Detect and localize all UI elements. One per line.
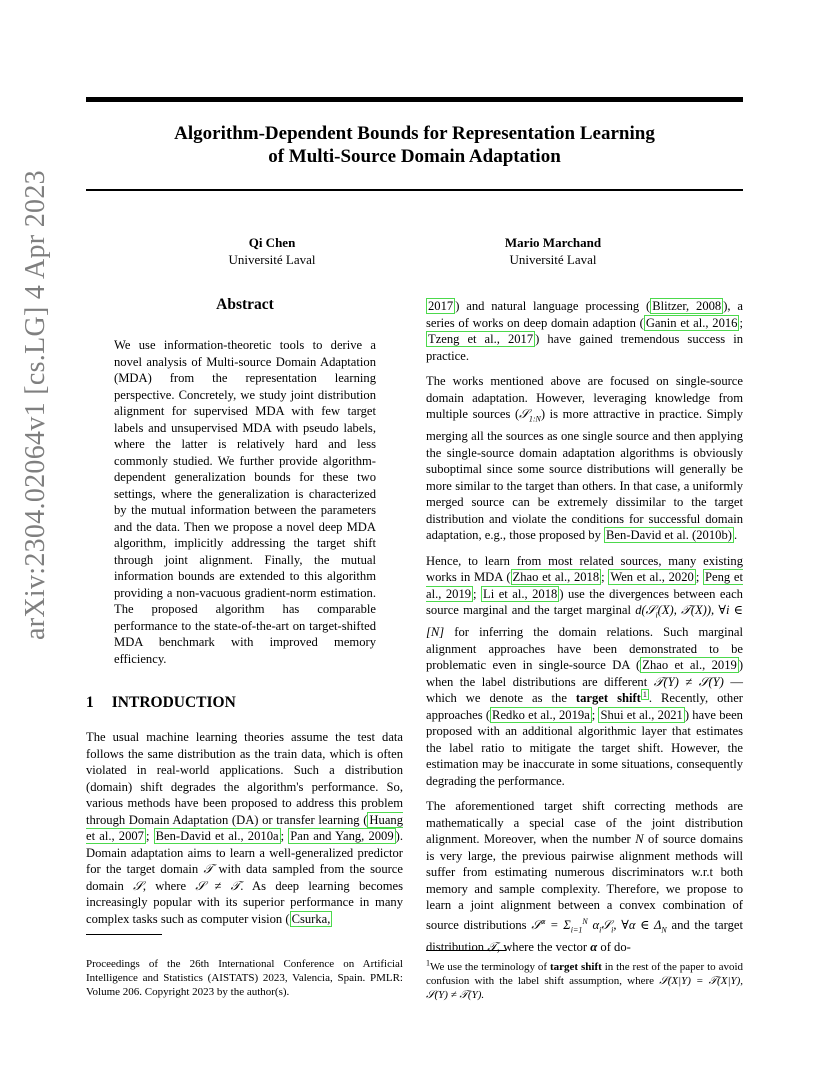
para-text: — which we denote as the [426,674,744,706]
title-bottom-rule [86,189,743,191]
abstract-body: We use information-theoretic tools to derive a novel analysis of Multi-source Domain Adaptation (MDA) from the representation learning perspective. Concretely, we study joint distribution alignment for supervised MDA with few target labels and unsupervised MDA with pseudo labels, where the latter is relatively hard and less commonly studied. We further provide algorithm-dependent generalization bounds for these two settings, where the generalization is characterized by the mutual information between the parameters and the data. Then we propose a novel deep MDA algorithm, implicitly addressing the target shift through joint alignment. Finally, the mutual information bounds are extended to this algorithm providing a non-vacuous gradient-norm estimation. The proposed algorithm has comparable performance to the state-of-the-art on target-shifted MDA benchmark with improved memory efficiency. [114,338,376,666]
paragraph: Hence, to learn from most related sources, many existing works in MDA ( Zhao et al., 2018 ; Wen et al., 2020 ; Peng et al., 2019 ; Li et al., 2018 ) use the divergences between each source marginal and the target marginal d(𝒮$_i$(X), 𝒯(X)), ∀i ∈ [N] for inferring the domain relations. Such marginal alignment approaches have been demonstrated to be problematic even in single-source DA ( Zhao et al., 2019 ) when the label distributions are different 𝒯(Y) ≠ 𝒮(Y) — which we denote as the target shift $^1$ . Recently, other approaches ( Redko et al., 2019a ; Shui et al., 2021 ) have been proposed with an additional algorithmic layer that estimates the label ratio to mitigate the target shift. However, the estimation may be inaccurate in some situations, consequently degrading the performance. [426,553,744,788]
para-text: ), a series of works on deep domain adaption ( [426,299,743,330]
citation-link[interactable]: Ben-David et al. (2010b) [606,528,732,543]
section-number: 1 [86,694,94,711]
intro-left-column: The usual machine learning theories assume the test data follows the same distribution as the train data, which is often violated in real-world applications. Such a distribution (domain) shift degrades the algorithm's performance. So, various methods have been proposed to address this problem through Domain Adaptation (DA) or transfer learning ( Huang et al., 2007 ; Ben-David et al., 2010a ; Pan and Yang, 2009 ). Domain adaptation aims to learn a well-generalized predictor for the target domain 𝒯 with data sampled from the source domain 𝒮, where 𝒮 ≠ 𝒯. As deep learning becomes increasingly popular with its superior performance in many complex tasks such as computer vision ( Csurka, [86,730,404,926]
footnote-rule-right [426,950,506,951]
author-1 [172,234,372,268]
para-text: of source domains is very large, the previous pairwise alignment methods will suffer from estimating numerous discriminators w.r.t both memory and sample complexity. Therefore, we propose to learn a joint alignment between a convex combination of source distributions [426,832,743,932]
math-label-shift: 𝒯(Y) ≠ 𝒮(Y) [653,674,724,689]
author-affiliation: Université Laval [509,252,597,267]
para-text: ) use the divergences between each source marginal and the target marginal [426,586,743,618]
citation-link[interactable]: Tzeng et al., 2017 [428,332,534,346]
citation-link[interactable]: Shui et al., 2021 [600,707,683,722]
citation-link[interactable]: Csurka, [291,911,331,926]
para-text: ) when the label distributions are different [426,658,744,689]
author-affiliation: Université Laval [228,252,316,267]
math-divergence: d(𝒮$_i$(X), 𝒯(X)), ∀i ∈ [N] [426,603,744,640]
citation-link[interactable]: Zhao et al., 2018 [512,570,600,585]
para-text: and the target distribution [426,917,743,954]
math-target-domain: 𝒯 [203,862,214,876]
math-inequality: 𝒮 ≠ 𝒯 [195,878,241,893]
paragraph: The works mentioned above are focused on single-source domain adaptation. However, leveraging knowledge from multiple sources (𝒮$_{1:N}$) is more attractive in practice. Simply merging all the sources as one single source and then applying the single-source domain adaptation algorithms is obviously suboptimal since some source distributions will generally be more similar to the target than others. In that case, a uniformly merged source can be extremely dissimilar to the target distribution and violate the conditions for successful domain adaptation, e.g., those proposed by Ben-David et al. (2010b) . [426,374,743,543]
citation-link[interactable]: Li et al., 2018 [483,586,558,601]
citation-link[interactable]: Ben-David et al., 2010a [155,829,279,843]
para-text: , where the vector [496,939,588,954]
citation-link[interactable]: Zhao et al., 2019 [642,658,737,673]
title-line-1: Algorithm-Dependent Bounds for Representation Learning [174,123,655,144]
bold-term: target shift [550,961,602,973]
intro-text: with data sampled from the source domain [86,862,403,893]
citation-link[interactable]: Redko et al., 2019a [492,707,590,722]
title-line-2: of Multi-Source Domain Adaptation [268,146,561,167]
citation-link[interactable]: 2017 [428,299,454,313]
intro-text: . As deep learning becomes increasingly popular with its superior performance in many complex tasks such as computer vision ( [86,878,404,926]
arxiv-stamp: arXiv:2304.02064v1 [cs.LG] 4 Apr 2023 [20,170,51,640]
para-text: The works mentioned above are focused on single-source domain adaptation. However, leveraging knowledge from multiple sources ( [426,374,743,421]
citation-link[interactable]: Blitzer, 2008 [652,299,722,313]
footnote-1 [426,960,743,1002]
author-name: Qi Chen [248,235,296,250]
intro-text: ). Domain adaptation aims to learn a well-generalized predictor for the target domain [86,829,403,876]
top-rule [86,97,743,102]
author-2 [453,234,653,268]
citation-link[interactable]: Wen et al., 2020 [610,570,694,585]
para-text: . Recently, other approaches ( [426,691,743,722]
math-convex-combination: 𝒮$^\alpha$ = $\Sigma_{i=1}^N$ $\alpha_i𝒮_i$, ∀α ∈ $\Delta_N$ [531,916,667,935]
citation-link[interactable]: Ganin et al., 2016 [645,315,738,330]
para-text: The aforementioned target shift correcting methods are mathematically a special case of the joint distribution alignment. Moreover, when the number [426,799,743,847]
citation-link[interactable]: Huang et al., 2007 [86,812,403,843]
citation-link[interactable]: Peng et al., 2019 [426,570,743,601]
footnote-rule-left [86,934,162,935]
math-source-domain: 𝒮 [133,878,143,893]
math-alpha: α [590,939,598,954]
abstract-heading: Abstract [216,296,274,313]
math-target-dist: 𝒯 [487,939,497,954]
para-text: ) and natural language processing ( [455,299,651,313]
para-text: of do- [600,939,631,954]
section-heading [86,694,236,712]
author-name: Mario Marchand [504,235,602,250]
footnote-text: in the rest of the paper to avoid confusion with the label shift assumption, where [426,961,744,987]
para-text: ) have been proposed with an additional algorithmic layer that estimates the label ratio to mitigate the target shift. However, the estimation may be inaccurate in some situations, consequently degrading the performance. [426,707,743,788]
para-text: ) have gained tremendous success in practice. [426,332,743,363]
math-sources: 𝒮$_{1:N}$ [519,407,541,424]
math-footnote: 𝒮(X|Y) = 𝒯(X|Y), 𝒮(Y) ≠ 𝒯(Y). [426,975,743,1001]
footnote-number: 1 [426,958,430,968]
para-text: Hence, to learn from most related sources, many existing works in MDA ( [426,553,743,585]
section-title: INTRODUCTION [111,694,236,711]
paragraph [426,798,743,955]
para-text: ) is more attractive in practice. Simply merging all the sources as one single source and then applying the single-source domain adaptation algorithms is obviously suboptimal since some source distributions will generally be more similar to the target than others. In that case, a uniformly merged source can be extremely dissimilar to the target distribution and violate the conditions for successful domain adaptation, e.g., those proposed by [426,407,743,543]
math-n: N [635,832,644,847]
intro-text: , where [142,878,187,893]
bold-term: target shift [575,691,641,706]
intro-right-column [426,298,743,964]
proceedings-footnote: Proceedings of the 26th International Conference on Artificial Intelligence and Statistics (AISTATS) 2023, Valencia, Spain. PMLR: Volume 206. Copyright 2023 by the author(s). [86,958,403,998]
paper-title [86,122,743,168]
intro-text: The usual machine learning theories assume the test data follows the same distribution as the train data, which is often violated in real-world applications. Such a distribution (domain) shift degrades the algorithm's performance. So, various methods have been proposed to address this problem through Domain Adaptation (DA) or transfer learning ( [86,730,403,827]
footnote-text: We use the terminology of [430,961,550,973]
footnote-link[interactable]: 1 [642,689,647,699]
paragraph: 2017 ) and natural language processing ( Blitzer, 2008 ), a series of works on deep domain adaption ( Ganin et al., 2016 ; Tzeng et al., 2017 ) have gained tremendous success in practice. [426,299,743,363]
citation-link[interactable]: Pan and Yang, 2009 [290,829,394,843]
para-text: for inferring the domain relations. Such marginal alignment approaches have been demonstrated to be problematic even in single-source DA ( [426,625,743,673]
